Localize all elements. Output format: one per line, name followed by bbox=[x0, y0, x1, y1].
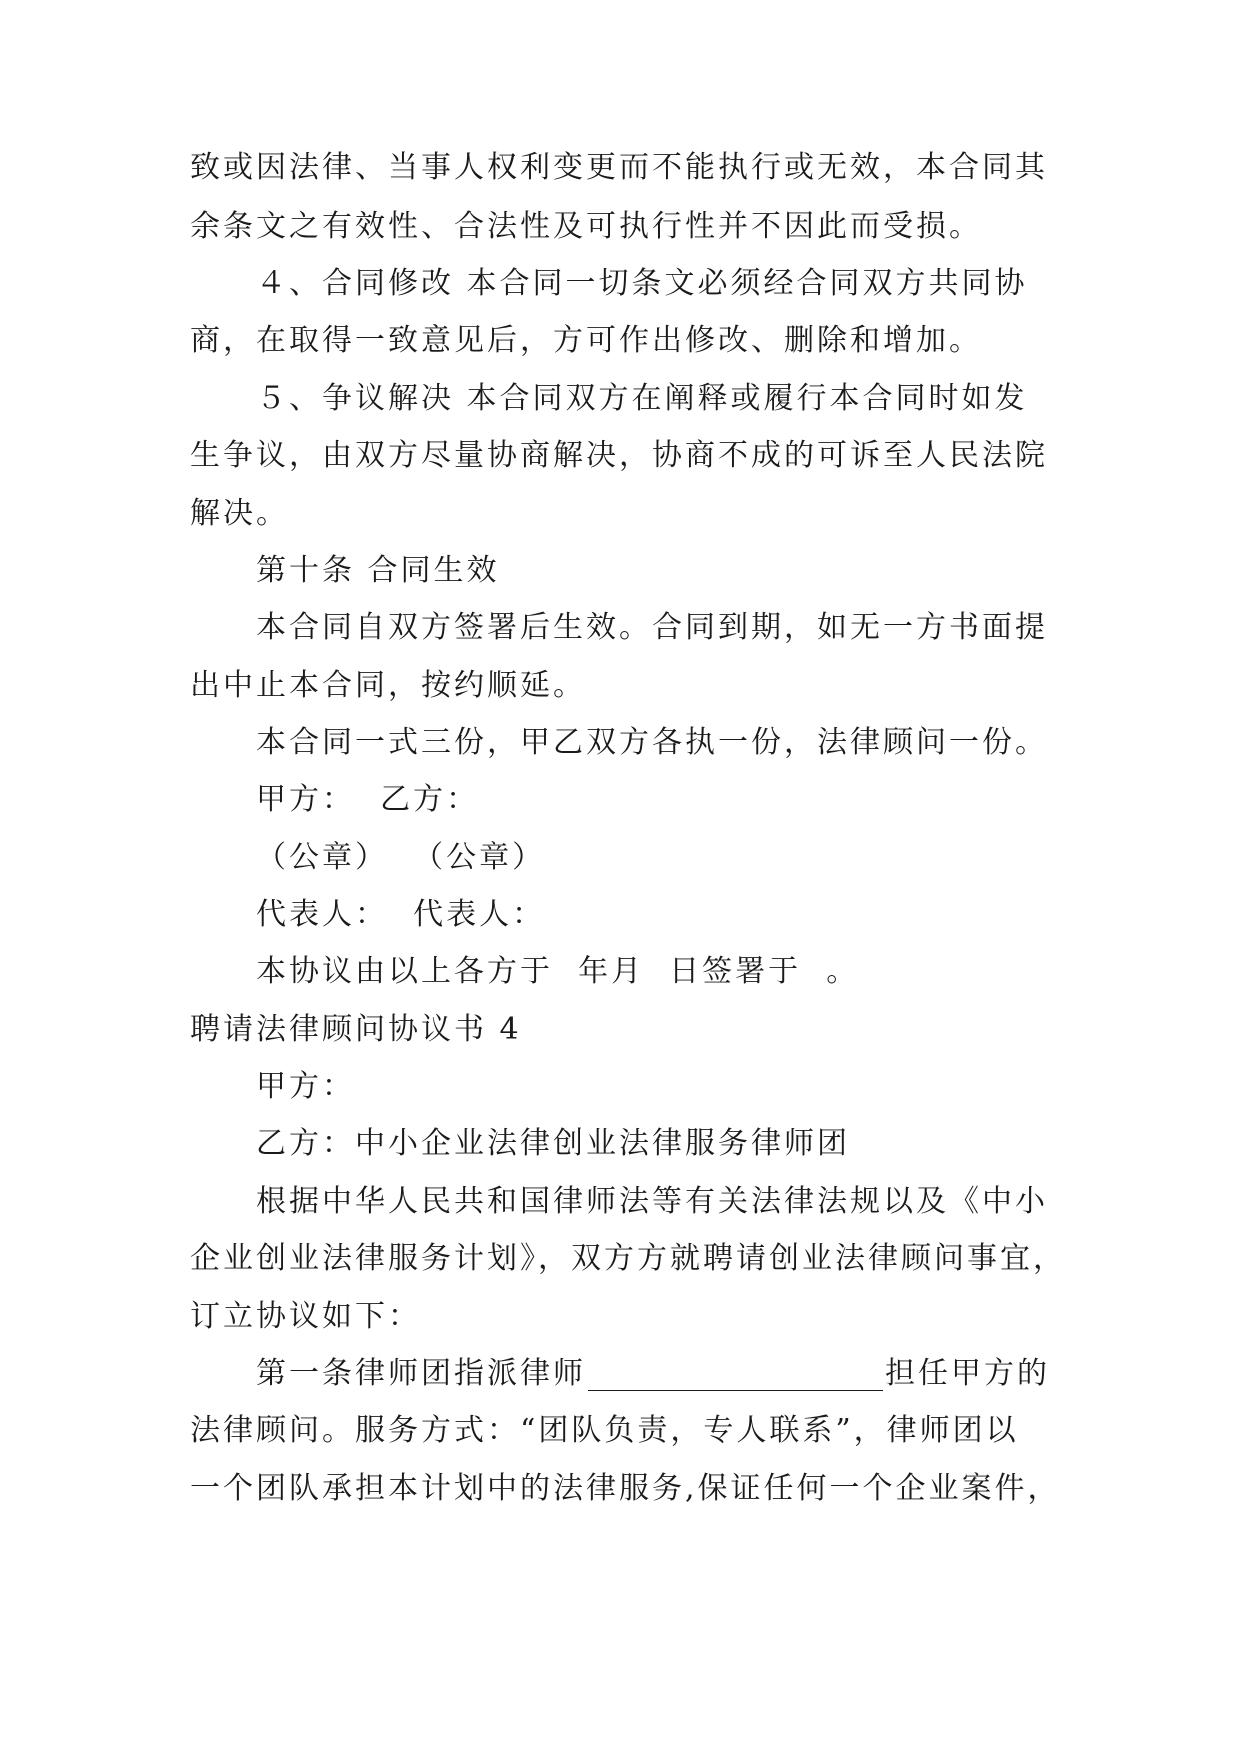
paragraph-line: 根据中华人民共和国律师法等有关法律法规以及《中小 bbox=[256, 1184, 1048, 1219]
clause-4-line: ４、合同修改 本合同一切条文必须经合同双方共同协 bbox=[256, 266, 1028, 301]
paragraph-line: 余条文之有效性、合法性及可执行性并不因此而受损。 bbox=[190, 209, 982, 244]
party-a-line: 甲方： bbox=[256, 1069, 355, 1104]
paragraph-line: 出中止本合同，按约顺延。 bbox=[190, 668, 586, 703]
party-signature-line: 甲方： 乙方： bbox=[256, 782, 480, 817]
paragraph-line: 法律顾问。服务方式：“团队负责，专人联系”，律师团以 bbox=[190, 1413, 1019, 1448]
paragraph-line: 一个团队承担本计划中的法律服务,保证任何一个企业案件， bbox=[190, 1471, 1061, 1506]
signing-date-line: 本协议由以上各方于 年月 日签署于 。 bbox=[256, 954, 860, 989]
paragraph-line: 本合同一式三份，甲乙双方各执一份，法律顾问一份。 bbox=[256, 725, 1048, 760]
seal-line: （公章） （公章） bbox=[256, 840, 546, 875]
article-10-heading: 第十条 合同生效 bbox=[256, 553, 500, 588]
paragraph-line: 企业创业法律服务计划》，双方方就聘请创业法律顾问事宜， bbox=[190, 1241, 1066, 1276]
lawyer-name-blank bbox=[588, 1360, 883, 1391]
clause-5-line: ５、争议解决 本合同双方在阐释或履行本合同时如发 bbox=[256, 381, 1028, 416]
article-1-text-end: 担任甲方的 bbox=[885, 1356, 1050, 1391]
document-title: 聘请法律顾问协议书 4 bbox=[190, 1012, 522, 1047]
paragraph-line: 生争议，由双方尽量协商解决，协商不成的可诉至人民法院 bbox=[190, 438, 1048, 473]
article-1-line bbox=[256, 1354, 1050, 1394]
paragraph-line: 解决。 bbox=[190, 496, 289, 531]
representative-line: 代表人： 代表人： bbox=[256, 897, 546, 932]
paragraph-line: 致或因法律、当事人权利变更而不能执行或无效，本合同其 bbox=[190, 150, 1048, 185]
paragraph-line: 商，在取得一致意见后，方可作出修改、删除和增加。 bbox=[190, 323, 982, 358]
article-1-text-start: 第一条律师团指派律师 bbox=[256, 1356, 586, 1391]
party-b-line: 乙方：中小企业法律创业法律服务律师团 bbox=[256, 1126, 850, 1161]
paragraph-line: 订立协议如下： bbox=[190, 1299, 421, 1334]
paragraph-line: 本合同自双方签署后生效。合同到期，如无一方书面提 bbox=[256, 610, 1048, 645]
